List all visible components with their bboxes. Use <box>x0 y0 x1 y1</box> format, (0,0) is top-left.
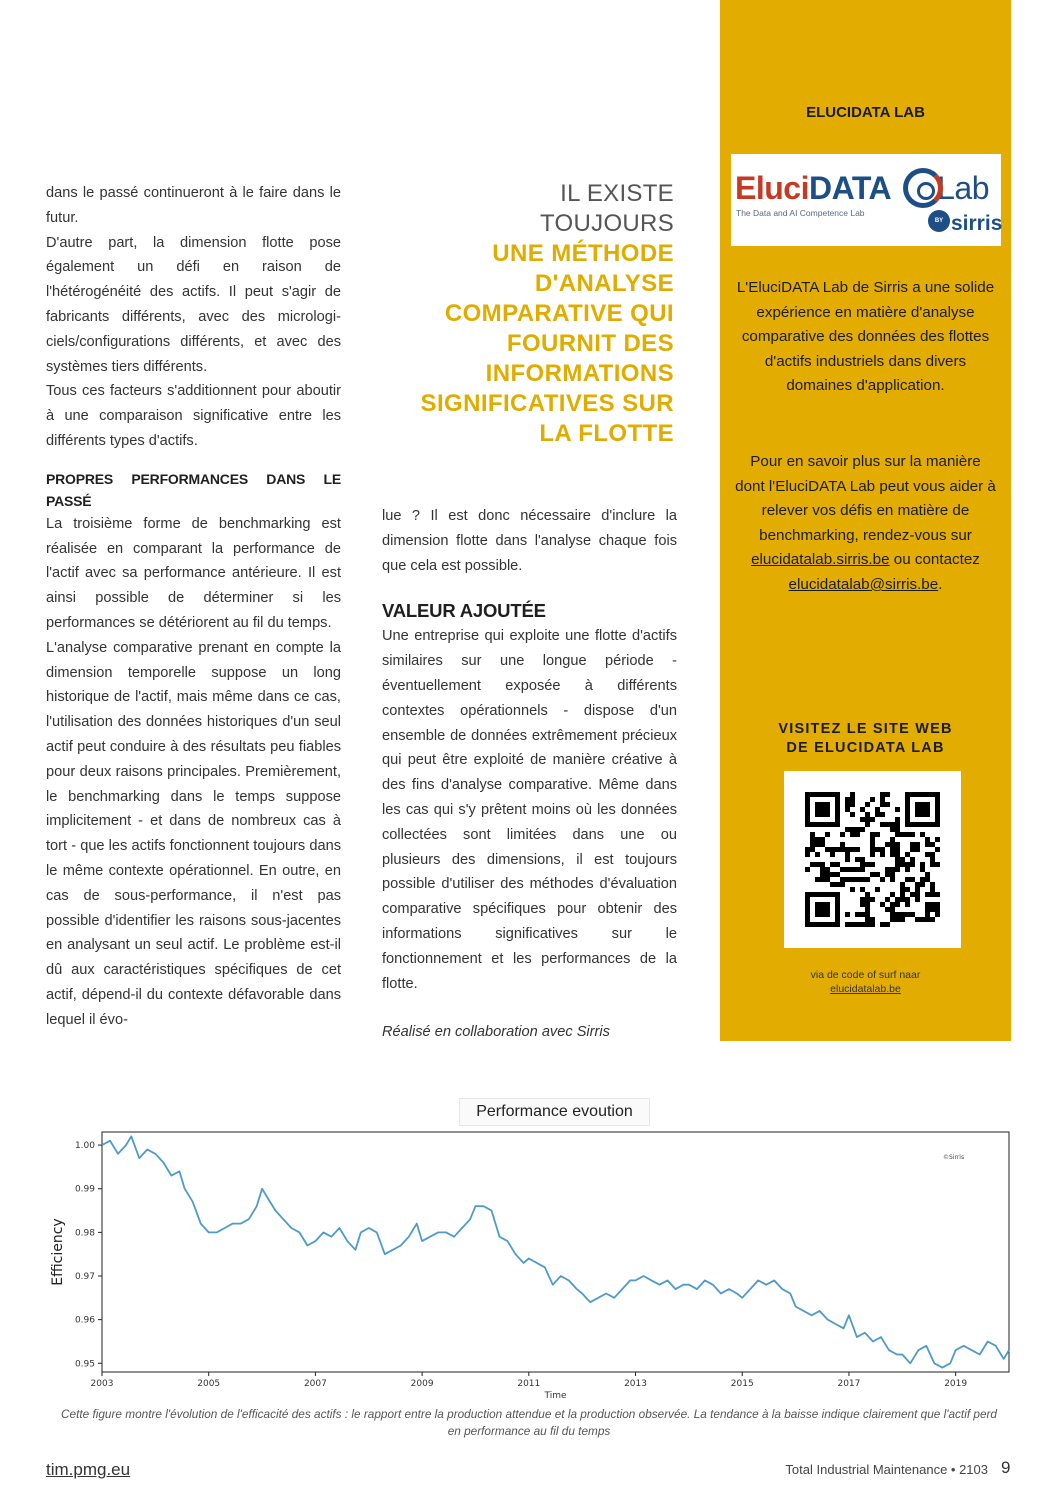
qr-module <box>895 862 900 867</box>
qr-module <box>880 847 885 852</box>
qr-module <box>820 872 825 877</box>
qr-module <box>825 872 830 877</box>
y-tick-label: 0.98 <box>74 1228 95 1239</box>
qr-module <box>890 852 895 857</box>
qr-module <box>910 857 915 862</box>
qr-module <box>890 892 895 897</box>
qr-module <box>850 792 855 797</box>
qr-module <box>900 857 905 862</box>
qr-module <box>915 897 920 902</box>
qr-module <box>905 887 910 892</box>
qr-module <box>915 802 930 817</box>
x-tick-label: 2019 <box>944 1379 968 1389</box>
qr-module <box>880 902 885 907</box>
pull-quote-highlight: UNE MÉTHODE D'ANALYSE COMPARATIVE QUI FOURNIT DES INFORMATIONS SIGNIFICATIVES SUR LA FLOTTE <box>420 240 674 447</box>
left-paragraph-5: L'analyse comparative prenant en compte la dimension temporelle suppose un long historique de l'actif, mais même dans ce cas, l'utilisation des données historiques d'un seul actif peut conduire à des résultats peu fiables pour deux raisons principales. Premièrement, le benchmarking dans le temps suppose implicitement - et dans de nombreux cas à tort - que les actifs fonctionnent toujours dans le même contexte opérationnel. En outre, en cas de sous-performance, il n'est pas possible d'identifier les raisons sous-jacentes en analysant un seul actif. Le problème est-il dû aux caractéristiques spécifiques de cet actif, dépend-il du contexte défavorable dans lequel il évo- <box>46 639 341 1028</box>
qr-module <box>900 832 905 837</box>
qr-module <box>855 912 860 917</box>
qr-module <box>855 847 860 852</box>
qr-module <box>915 847 920 852</box>
qr-module <box>885 922 890 927</box>
qr-module <box>930 862 935 867</box>
qr-module <box>865 922 870 927</box>
qr-module <box>895 917 900 922</box>
footer-site-text[interactable]: tim.pmg.eu <box>46 1460 131 1479</box>
qr-module <box>850 887 855 892</box>
qr-code-icon[interactable] <box>784 771 961 948</box>
qr-module <box>850 877 855 882</box>
qr-module <box>935 912 940 917</box>
qr-module <box>855 877 860 882</box>
pull-quote-lead: IL EXISTE TOUJOURS <box>540 180 674 237</box>
qr-module <box>830 852 835 857</box>
y-tick-label: 0.96 <box>74 1315 95 1326</box>
qr-module <box>925 907 930 912</box>
qr-module <box>810 832 815 837</box>
qr-module <box>915 917 920 922</box>
qr-module <box>870 842 875 847</box>
qr-module <box>880 877 885 882</box>
qr-module <box>870 837 875 842</box>
qr-module <box>845 867 850 872</box>
qr-module <box>910 832 915 837</box>
qr-module <box>840 877 845 882</box>
qr-module <box>880 792 885 797</box>
qr-module <box>865 877 870 882</box>
qr-module <box>910 847 915 852</box>
logo-text-data: DATA <box>808 170 892 206</box>
qr-module <box>885 842 890 847</box>
credit-line: Réalisé en collaboration avec Sirris <box>382 1024 610 1041</box>
qr-module <box>930 917 935 922</box>
qr-module <box>890 842 895 847</box>
left-paragraph-1: dans le passé continueront à le faire dans le futur. <box>46 185 341 226</box>
qr-module <box>915 887 920 892</box>
y-axis-label: Efficiency <box>50 1218 66 1286</box>
qr-module <box>865 802 870 807</box>
qr-module <box>870 847 875 852</box>
qr-module <box>830 862 835 867</box>
x-tick-label: 2011 <box>517 1379 541 1389</box>
qr-module <box>935 847 940 852</box>
qr-module <box>925 912 930 917</box>
qr-module <box>825 847 830 852</box>
qr-module <box>805 852 810 857</box>
logo-tagline: The Data and AI Competence Lab <box>736 208 865 218</box>
qr-module <box>825 877 830 882</box>
qr-module <box>870 832 875 837</box>
figure-caption: Cette figure montre l'évolution de l'efficacité des actifs : le rapport entre la production attendue et la production observée. La tendance à la baisse indique clairement que l'actif perd en performance au fil du temps <box>61 1407 997 1438</box>
qr-module <box>855 867 860 872</box>
logo-ring-icon <box>903 168 943 208</box>
left-paragraph-2: D'autre part, la dimension flotte pose également un défi en raison de l'hétérogénéité des actifs. Il peut s'agir de fabricants différents, avec des micrologi-ciels/configurations différents, et avec des systèmes tiers différents. <box>46 234 341 375</box>
qr-module <box>905 862 910 867</box>
left-paragraph-3: Tous ces facteurs s'additionnent pour aboutir à une comparaison significative entre les différents types d'actifs. <box>46 383 341 449</box>
qr-module <box>860 922 865 927</box>
qr-module <box>895 827 900 832</box>
qr-module <box>915 882 920 887</box>
qr-module <box>925 842 930 847</box>
middle-column <box>382 504 677 1045</box>
qr-module <box>880 922 885 927</box>
qr-module <box>895 902 900 907</box>
qr-module <box>900 882 905 887</box>
qr-module <box>850 867 855 872</box>
page-number: 9 <box>1001 1458 1011 1477</box>
link-elucidatalab-site[interactable]: elucidatalab.sirris.be <box>751 551 890 569</box>
qr-module <box>890 902 895 907</box>
qr-module <box>890 867 895 872</box>
qr-module <box>870 852 875 857</box>
qr-module <box>915 842 920 847</box>
chart-frame <box>102 1132 1009 1372</box>
sidebar-box <box>720 0 1011 1041</box>
qr-module <box>840 867 845 872</box>
y-tick-label: 0.95 <box>74 1359 95 1370</box>
chart-watermark: ©Sirris <box>943 1154 965 1161</box>
logo-by-badge: BY <box>928 210 950 232</box>
x-tick-label: 2007 <box>303 1379 327 1389</box>
qr-module <box>860 857 865 862</box>
qr-module <box>830 847 835 852</box>
qr-module <box>875 872 880 877</box>
qr-module <box>890 837 895 842</box>
qr-module <box>835 847 840 852</box>
qr-module <box>860 867 865 872</box>
y-tick-label: 0.97 <box>74 1272 95 1282</box>
qr-module <box>815 862 820 867</box>
qr-module <box>830 882 835 887</box>
qr-module <box>920 882 925 887</box>
qr-module <box>825 832 830 837</box>
sidebar-paragraph-1: L'EluciDATA Lab de Sirris a une solide expérience en matière d'analyse comparative des données des flottes d'actifs industriels dans divers domaines d'application. <box>736 279 995 395</box>
qr-module <box>930 887 935 892</box>
qr-module <box>900 892 905 897</box>
qr-module <box>860 877 865 882</box>
qr-module <box>865 822 870 827</box>
sidebar-title: ELUCIDATA LAB <box>806 104 925 121</box>
qr-module <box>850 922 855 927</box>
qr-module <box>810 842 815 847</box>
qr-module <box>890 907 895 912</box>
x-tick-label: 2005 <box>197 1379 221 1389</box>
qr-module <box>925 902 930 907</box>
series-line-0 <box>102 1136 1009 1367</box>
qr-module <box>860 817 865 822</box>
qr-module <box>815 902 830 917</box>
qr-module <box>865 897 870 902</box>
qr-module <box>830 872 835 877</box>
left-paragraph-4: La troisième forme de benchmarking est réalisée en comparant la performance de l'actif avec sa performance antérieure. Il est ainsi possible de déterminer si les performances se détériorent au fil du temps. <box>46 515 341 631</box>
qr-module <box>905 877 910 882</box>
performance-chart <box>40 1092 1018 1400</box>
qr-module <box>865 912 870 917</box>
qr-module <box>890 917 895 922</box>
qr-module <box>860 902 865 907</box>
logo-wordmark <box>735 170 989 207</box>
sidebar-text-b: ou contactez <box>893 551 980 569</box>
qr-module <box>895 807 900 812</box>
qr-module <box>845 802 850 807</box>
qr-module <box>885 897 890 902</box>
qr-module <box>835 882 840 887</box>
qr-module <box>885 907 890 912</box>
qr-module <box>840 842 845 847</box>
logo-text-lab: Lab <box>937 170 989 206</box>
qr-module <box>930 892 935 897</box>
qr-module <box>840 832 845 837</box>
qr-module <box>910 912 915 917</box>
qr-module <box>935 902 940 907</box>
qr-module <box>895 897 900 902</box>
qr-module <box>870 922 875 927</box>
qr-module <box>840 882 845 887</box>
qr-module <box>930 852 935 857</box>
qr-module <box>870 797 875 802</box>
qr-module <box>845 797 850 802</box>
qr-module <box>875 847 880 852</box>
qr-module <box>810 862 815 867</box>
qr-module <box>815 802 830 817</box>
qr-module <box>850 832 855 837</box>
qr-module <box>870 917 875 922</box>
qr-module <box>920 877 925 882</box>
qr-caption-link[interactable]: elucidatalab.be <box>830 983 901 995</box>
qr-module <box>900 897 905 902</box>
qr-module <box>850 812 855 817</box>
logo-sirris: sirris <box>951 212 1003 235</box>
qr-module <box>895 842 900 847</box>
qr-module <box>925 852 930 857</box>
qr-module <box>865 892 870 897</box>
sidebar-text-c: . <box>938 575 943 593</box>
left-column <box>46 181 341 1033</box>
sidebar-paragraph-2 <box>734 450 997 598</box>
footer-magazine: Total Industrial Maintenance • 2103 <box>785 1462 988 1477</box>
qr-module <box>890 872 895 877</box>
visit-website-heading <box>720 720 1011 758</box>
qr-module <box>845 857 850 862</box>
footer-site-link[interactable] <box>46 1460 130 1480</box>
qr-module <box>920 832 925 837</box>
qr-module <box>900 862 905 867</box>
qr-module <box>890 912 895 917</box>
qr-module <box>925 877 930 882</box>
qr-module <box>855 827 860 832</box>
qr-module <box>875 887 880 892</box>
qr-module <box>815 837 820 842</box>
qr-module <box>910 877 915 882</box>
link-elucidatalab-email[interactable]: elucidatalab@sirris.be <box>788 575 939 593</box>
qr-module <box>815 852 820 857</box>
qr-module <box>810 837 815 842</box>
qr-module <box>900 887 905 892</box>
x-tick-label: 2017 <box>837 1379 861 1389</box>
qr-module <box>850 802 855 807</box>
qr-module <box>930 902 935 907</box>
qr-module <box>880 797 885 802</box>
qr-module <box>910 862 915 867</box>
visit-line-1: VISITEZ LE SITE WEB <box>778 721 953 737</box>
x-tick-label: 2003 <box>90 1379 114 1389</box>
x-tick-label: 2013 <box>624 1379 647 1389</box>
qr-module <box>895 817 900 822</box>
qr-module <box>935 837 940 842</box>
qr-module <box>870 817 875 822</box>
qr-module <box>895 822 900 827</box>
qr-module <box>905 897 910 902</box>
x-axis-label: Time <box>544 1391 567 1400</box>
qr-module <box>850 797 855 802</box>
qr-module <box>875 812 880 817</box>
qr-module <box>855 832 860 837</box>
qr-module <box>930 882 935 887</box>
qr-module <box>870 897 875 902</box>
elucidata-logo <box>731 154 1001 246</box>
x-tick-label: 2009 <box>410 1379 434 1389</box>
qr-module <box>845 912 850 917</box>
qr-module <box>930 907 935 912</box>
qr-module <box>835 872 840 877</box>
qr-module <box>935 862 940 867</box>
qr-module <box>885 822 890 827</box>
qr-module <box>850 847 855 852</box>
qr-module <box>925 872 930 877</box>
qr-module <box>865 907 870 912</box>
qr-module <box>925 892 930 897</box>
visit-line-2: DE ELUCIDATA LAB <box>786 740 945 756</box>
qr-module <box>900 917 905 922</box>
y-tick-label: 1.00 <box>74 1141 95 1152</box>
qr-module <box>845 877 850 882</box>
qr-module <box>905 852 910 857</box>
qr-module <box>845 807 850 812</box>
qr-module <box>910 892 915 897</box>
qr-module <box>875 807 880 812</box>
qr-module <box>865 817 870 822</box>
qr-module <box>905 902 910 907</box>
chart-canvas <box>40 1092 1018 1400</box>
qr-module <box>820 862 825 867</box>
qr-module <box>820 867 825 872</box>
qr-module <box>820 842 825 847</box>
qr-module <box>900 912 905 917</box>
qr-module <box>845 922 850 927</box>
qr-module <box>895 852 900 857</box>
sidebar-text-a: Pour en savoir plus sur la manière dont l'EluciDATA Lab peut vous aider à relever vos défis en matière de benchmarking, rendez-vous sur <box>735 453 996 544</box>
y-tick-label: 0.99 <box>74 1184 95 1195</box>
left-heading: PROPRES PERFORMANCES DANS LE PASSÉ <box>46 470 341 509</box>
qr-module <box>855 922 860 927</box>
qr-module <box>865 812 870 817</box>
qr-module <box>820 877 825 882</box>
logo-text-eluci: Eluci <box>735 170 809 206</box>
qr-module <box>905 867 910 872</box>
qr-module <box>860 912 865 917</box>
qr-module <box>890 822 895 827</box>
qr-module <box>905 832 910 837</box>
qr-module <box>880 852 885 857</box>
qr-module <box>905 912 910 917</box>
qr-module <box>885 872 890 877</box>
qr-module <box>835 862 840 867</box>
qr-module <box>910 842 915 847</box>
qr-module <box>860 887 865 892</box>
qr-module <box>845 847 850 852</box>
qr-module <box>815 877 820 882</box>
qr-module <box>865 902 870 907</box>
x-tick-label: 2015 <box>730 1379 754 1389</box>
qr-module <box>850 827 855 832</box>
qr-module <box>930 842 935 847</box>
qr-module <box>890 827 895 832</box>
qr-module <box>925 917 930 922</box>
qr-module <box>860 807 865 812</box>
qr-module <box>895 832 900 837</box>
qr-module <box>880 812 885 817</box>
qr-module <box>895 867 900 872</box>
qr-code-graphic <box>805 792 940 927</box>
qr-module <box>860 827 865 832</box>
qr-module <box>895 847 900 852</box>
qr-module <box>880 802 885 807</box>
qr-module <box>880 822 885 827</box>
qr-module <box>885 792 890 797</box>
qr-module <box>855 857 860 862</box>
qr-module <box>820 837 825 842</box>
qr-module <box>920 867 925 872</box>
qr-module <box>845 827 850 832</box>
qr-caption-text: via de code of surf naar <box>810 969 921 981</box>
qr-module <box>860 897 865 902</box>
qr-module <box>890 877 895 882</box>
qr-module <box>885 867 890 872</box>
pull-quote <box>420 179 674 449</box>
qr-module <box>920 862 925 867</box>
qr-module <box>870 862 875 867</box>
qr-module <box>825 867 830 872</box>
qr-module <box>815 842 820 847</box>
qr-module <box>875 832 880 837</box>
qr-module <box>840 847 845 852</box>
qr-module <box>895 912 900 917</box>
qr-module <box>885 802 890 807</box>
qr-module <box>890 847 895 852</box>
qr-module <box>915 892 920 897</box>
qr-module <box>870 872 875 877</box>
qr-module <box>925 837 930 842</box>
chart-title: Performance evoution <box>459 1098 650 1126</box>
middle-paragraph-1: lue ? Il est donc nécessaire d'inclure la dimension flotte dans l'analyse chaque fois que cela est possible. <box>382 508 677 574</box>
qr-module <box>805 847 810 852</box>
qr-module <box>805 867 810 872</box>
qr-caption <box>720 968 1011 996</box>
qr-module <box>860 862 865 867</box>
qr-module <box>865 917 870 922</box>
middle-heading: VALEUR AJOUTÉE <box>382 600 546 622</box>
qr-module <box>895 857 900 862</box>
qr-module <box>930 857 935 862</box>
qr-module <box>935 892 940 897</box>
qr-module <box>865 862 870 867</box>
qr-module <box>920 917 925 922</box>
qr-module <box>810 847 815 852</box>
qr-module <box>935 907 940 912</box>
middle-paragraph-2: Une entreprise qui exploite une flotte d'actifs similaires sur une longue période - éventuellement exposée à différents contextes opérationnels - dispose d'un ensemble de données extrêmement précieux qui peut être exploité de manière créative à des fins d'analyse comparative. Même dans les cas qui s'y prêtent moins où les données collectées sont limitées dans une ou plusieurs des dimensions, il est toujours possible d'utiliser des méthodes d'évaluation comparative spécifiques pour obtenir des informations significatives sur le fonctionnement et les performances de la flotte. <box>382 628 677 992</box>
qr-module <box>845 852 850 857</box>
